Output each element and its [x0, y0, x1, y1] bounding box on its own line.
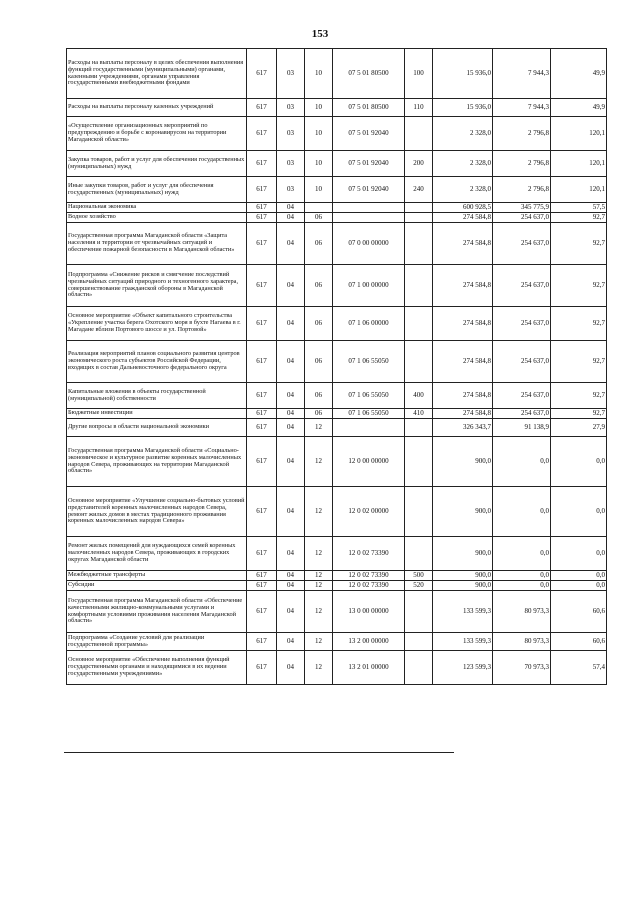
section-code-cell: 04 — [277, 383, 305, 409]
subsection-code-cell: 10 — [305, 151, 333, 177]
ministry-code-cell: 617 — [247, 265, 277, 307]
actual-amount-cell: 254 637,0 — [493, 223, 551, 265]
expense-name-cell: Государственная программа Магаданской области «Социально-экономическое и культурное развитие коренных малочисленных народов Севера, проживающих на территории Магаданской области» — [67, 437, 247, 487]
target-article-cell: 12 0 02 73390 — [333, 571, 405, 581]
actual-amount-cell: 254 637,0 — [493, 409, 551, 419]
percent-cell: 92,7 — [551, 223, 607, 265]
target-article-cell: 12 0 02 00000 — [333, 487, 405, 537]
table-row — [67, 265, 607, 307]
planned-amount-cell: 274 584,8 — [433, 265, 493, 307]
target-article-cell: 07 5 01 80500 — [333, 49, 405, 99]
expense-type-cell — [405, 117, 433, 151]
planned-amount-cell: 133 599,3 — [433, 591, 493, 633]
target-article-cell: 12 0 02 73390 — [333, 537, 405, 571]
percent-cell: 92,7 — [551, 265, 607, 307]
ministry-code-cell: 617 — [247, 341, 277, 383]
actual-amount-cell: 0,0 — [493, 581, 551, 591]
subsection-code-cell: 12 — [305, 581, 333, 591]
section-code-cell: 04 — [277, 213, 305, 223]
expense-name-cell: Реализация мероприятий планов социального развития центров экономического роста субъектов Российской Федерации, входящих в состав Дальневосточного федерального округа — [67, 341, 247, 383]
section-code-cell: 04 — [277, 419, 305, 437]
table-row — [67, 419, 607, 437]
actual-amount-cell: 7 944,3 — [493, 99, 551, 117]
expense-name-cell: Иные закупки товаров, работ и услуг для обеспечения государственных (муниципальных) нужд — [67, 177, 247, 203]
section-code-cell: 04 — [277, 437, 305, 487]
table-row — [67, 581, 607, 591]
table-row — [67, 537, 607, 571]
table-row — [67, 213, 607, 223]
expense-type-cell: 110 — [405, 99, 433, 117]
expense-name-cell: Основное мероприятие «Улучшение социально-бытовых условий представителей коренных малочисленных народов Севера, ремонт жилых домов в местах традиционного проживания коренных малочисленных народов Севера» — [67, 487, 247, 537]
table-row — [67, 487, 607, 537]
ministry-code-cell: 617 — [247, 651, 277, 685]
target-article-cell: 07 1 06 00000 — [333, 307, 405, 341]
section-code-cell: 04 — [277, 571, 305, 581]
expense-type-cell — [405, 307, 433, 341]
ministry-code-cell: 617 — [247, 307, 277, 341]
ministry-code-cell: 617 — [247, 49, 277, 99]
table-row — [67, 99, 607, 117]
ministry-code-cell: 617 — [247, 581, 277, 591]
actual-amount-cell: 0,0 — [493, 437, 551, 487]
actual-amount-cell: 254 637,0 — [493, 341, 551, 383]
target-article-cell: 07 1 00 00000 — [333, 265, 405, 307]
table-row — [67, 49, 607, 99]
expense-name-cell: Бюджетные инвестиции — [67, 409, 247, 419]
actual-amount-cell: 70 973,3 — [493, 651, 551, 685]
expense-name-cell: Государственная программа Магаданской области «Защита населения и территории от чрезвычайных ситуаций и обеспечение пожарной безопасности в Магаданской области» — [67, 223, 247, 265]
section-code-cell: 04 — [277, 651, 305, 685]
expense-name-cell: Основное мероприятие «Объект капитального строительства «Укрепление участка берега Охотского моря в бухте Нагаева в г. Магадане вблизи Портового шоссе и ул. Портовой» — [67, 307, 247, 341]
target-article-cell: 13 0 00 00000 — [333, 591, 405, 633]
planned-amount-cell: 900,0 — [433, 487, 493, 537]
planned-amount-cell: 2 328,0 — [433, 177, 493, 203]
target-article-cell — [333, 419, 405, 437]
percent-cell: 92,7 — [551, 307, 607, 341]
expense-name-cell: Другие вопросы в области национальной экономики — [67, 419, 247, 437]
subsection-code-cell: 06 — [305, 213, 333, 223]
ministry-code-cell: 617 — [247, 223, 277, 265]
planned-amount-cell: 274 584,8 — [433, 409, 493, 419]
percent-cell: 120,1 — [551, 151, 607, 177]
expense-type-cell: 400 — [405, 383, 433, 409]
percent-cell: 92,7 — [551, 341, 607, 383]
ministry-code-cell: 617 — [247, 487, 277, 537]
subsection-code-cell: 10 — [305, 177, 333, 203]
expense-type-cell — [405, 265, 433, 307]
section-code-cell: 04 — [277, 265, 305, 307]
actual-amount-cell: 80 973,3 — [493, 591, 551, 633]
planned-amount-cell: 326 343,7 — [433, 419, 493, 437]
percent-cell: 0,0 — [551, 437, 607, 487]
expense-type-cell — [405, 419, 433, 437]
expense-name-cell: Расходы на выплаты персоналу казенных учреждений — [67, 99, 247, 117]
planned-amount-cell: 900,0 — [433, 581, 493, 591]
expense-type-cell — [405, 633, 433, 651]
budget-table — [66, 48, 607, 685]
ministry-code-cell: 617 — [247, 117, 277, 151]
section-code-cell: 04 — [277, 341, 305, 383]
expense-type-cell: 200 — [405, 151, 433, 177]
percent-cell: 57,5 — [551, 203, 607, 213]
percent-cell: 92,7 — [551, 213, 607, 223]
ministry-code-cell: 617 — [247, 537, 277, 571]
subsection-code-cell: 06 — [305, 341, 333, 383]
percent-cell: 49,9 — [551, 99, 607, 117]
expense-name-cell: Основное мероприятие «Обеспечение выполнения функций государственными органами и находящимися в их ведении государственными учреждениями» — [67, 651, 247, 685]
expense-type-cell — [405, 203, 433, 213]
planned-amount-cell: 2 328,0 — [433, 117, 493, 151]
expense-name-cell: Подпрограмма «Снижение рисков и смягчение последствий чрезвычайных ситуаций природного и техногенного характера, совершенствование гражданской обороны в Магаданской области» — [67, 265, 247, 307]
subsection-code-cell: 10 — [305, 99, 333, 117]
table-row — [67, 571, 607, 581]
target-article-cell: 13 2 00 00000 — [333, 633, 405, 651]
page-number: 153 — [311, 28, 329, 40]
table-row — [67, 437, 607, 487]
target-article-cell: 07 0 00 00000 — [333, 223, 405, 265]
target-article-cell — [333, 203, 405, 213]
bottom-rule — [64, 752, 454, 753]
section-code-cell: 03 — [277, 151, 305, 177]
actual-amount-cell: 2 796,8 — [493, 177, 551, 203]
section-code-cell: 04 — [277, 307, 305, 341]
section-code-cell: 04 — [277, 537, 305, 571]
planned-amount-cell: 133 599,3 — [433, 633, 493, 651]
subsection-code-cell: 06 — [305, 383, 333, 409]
planned-amount-cell: 274 584,8 — [433, 223, 493, 265]
percent-cell: 120,1 — [551, 117, 607, 151]
ministry-code-cell: 617 — [247, 383, 277, 409]
percent-cell: 0,0 — [551, 487, 607, 537]
section-code-cell: 04 — [277, 633, 305, 651]
target-article-cell: 13 2 01 00000 — [333, 651, 405, 685]
target-article-cell: 07 5 01 80500 — [333, 99, 405, 117]
section-code-cell: 03 — [277, 117, 305, 151]
expense-name-cell: «Осуществление организационных мероприятий по предупреждению и борьбе с коронавирусом на территории Магаданской области» — [67, 117, 247, 151]
expense-type-cell — [405, 213, 433, 223]
actual-amount-cell: 345 775,9 — [493, 203, 551, 213]
section-code-cell: 04 — [277, 591, 305, 633]
ministry-code-cell: 617 — [247, 591, 277, 633]
section-code-cell: 04 — [277, 487, 305, 537]
planned-amount-cell: 900,0 — [433, 571, 493, 581]
planned-amount-cell: 123 599,3 — [433, 651, 493, 685]
expense-type-cell — [405, 437, 433, 487]
planned-amount-cell: 900,0 — [433, 537, 493, 571]
section-code-cell: 04 — [277, 203, 305, 213]
subsection-code-cell: 12 — [305, 419, 333, 437]
expense-name-cell: Водное хозяйство — [67, 213, 247, 223]
ministry-code-cell: 617 — [247, 99, 277, 117]
percent-cell: 60,6 — [551, 591, 607, 633]
percent-cell: 0,0 — [551, 581, 607, 591]
actual-amount-cell: 254 637,0 — [493, 265, 551, 307]
expense-type-cell — [405, 223, 433, 265]
table-row — [67, 651, 607, 685]
expense-name-cell: Межбюджетные трансферты — [67, 571, 247, 581]
actual-amount-cell: 0,0 — [493, 487, 551, 537]
actual-amount-cell: 0,0 — [493, 571, 551, 581]
section-code-cell: 03 — [277, 49, 305, 99]
section-code-cell: 04 — [277, 581, 305, 591]
actual-amount-cell: 254 637,0 — [493, 213, 551, 223]
section-code-cell: 04 — [277, 223, 305, 265]
subsection-code-cell: 06 — [305, 307, 333, 341]
table-row — [67, 409, 607, 419]
planned-amount-cell: 274 584,8 — [433, 307, 493, 341]
percent-cell: 120,1 — [551, 177, 607, 203]
actual-amount-cell: 254 637,0 — [493, 307, 551, 341]
ministry-code-cell: 617 — [247, 571, 277, 581]
section-code-cell: 03 — [277, 99, 305, 117]
target-article-cell: 07 1 06 55050 — [333, 341, 405, 383]
section-code-cell: 04 — [277, 409, 305, 419]
expense-type-cell — [405, 591, 433, 633]
percent-cell: 57,4 — [551, 651, 607, 685]
subsection-code-cell: 06 — [305, 223, 333, 265]
ministry-code-cell: 617 — [247, 151, 277, 177]
actual-amount-cell: 254 637,0 — [493, 383, 551, 409]
target-article-cell: 07 5 01 92040 — [333, 151, 405, 177]
subsection-code-cell: 12 — [305, 651, 333, 685]
expense-type-cell — [405, 651, 433, 685]
subsection-code-cell: 12 — [305, 571, 333, 581]
planned-amount-cell: 2 328,0 — [433, 151, 493, 177]
planned-amount-cell: 274 584,8 — [433, 341, 493, 383]
planned-amount-cell: 274 584,8 — [433, 383, 493, 409]
percent-cell: 49,9 — [551, 49, 607, 99]
target-article-cell: 07 1 06 55050 — [333, 409, 405, 419]
planned-amount-cell: 900,0 — [433, 437, 493, 487]
planned-amount-cell: 274 584,8 — [433, 213, 493, 223]
subsection-code-cell: 12 — [305, 437, 333, 487]
expense-type-cell: 520 — [405, 581, 433, 591]
ministry-code-cell: 617 — [247, 437, 277, 487]
planned-amount-cell: 15 936,0 — [433, 99, 493, 117]
table-row — [67, 633, 607, 651]
target-article-cell: 07 5 01 92040 — [333, 117, 405, 151]
expense-name-cell: Расходы на выплаты персоналу в целях обеспечения выполнения функций государственными (муниципальными) органами, казенными учреждениями, органами управления государственными внебюджетными фондами — [67, 49, 247, 99]
table-row — [67, 151, 607, 177]
table-row — [67, 223, 607, 265]
expense-type-cell: 100 — [405, 49, 433, 99]
subsection-code-cell: 12 — [305, 537, 333, 571]
table-row — [67, 307, 607, 341]
table-row — [67, 341, 607, 383]
actual-amount-cell: 91 138,9 — [493, 419, 551, 437]
expense-type-cell — [405, 487, 433, 537]
expense-type-cell — [405, 341, 433, 383]
table-row — [67, 177, 607, 203]
budget-table-body — [67, 49, 607, 685]
expense-type-cell: 240 — [405, 177, 433, 203]
ministry-code-cell: 617 — [247, 203, 277, 213]
target-article-cell: 07 1 06 55050 — [333, 383, 405, 409]
target-article-cell: 12 0 02 73390 — [333, 581, 405, 591]
table-row — [67, 591, 607, 633]
actual-amount-cell: 80 973,3 — [493, 633, 551, 651]
subsection-code-cell: 10 — [305, 117, 333, 151]
expense-name-cell: Национальная экономика — [67, 203, 247, 213]
target-article-cell: 12 0 00 00000 — [333, 437, 405, 487]
actual-amount-cell: 7 944,3 — [493, 49, 551, 99]
subsection-code-cell: 06 — [305, 265, 333, 307]
target-article-cell — [333, 213, 405, 223]
subsection-code-cell — [305, 203, 333, 213]
ministry-code-cell: 617 — [247, 419, 277, 437]
expense-type-cell: 410 — [405, 409, 433, 419]
actual-amount-cell: 0,0 — [493, 537, 551, 571]
percent-cell: 92,7 — [551, 409, 607, 419]
expense-name-cell: Капитальные вложения в объекты государственной (муниципальной) собственности — [67, 383, 247, 409]
table-row — [67, 117, 607, 151]
subsection-code-cell: 06 — [305, 409, 333, 419]
planned-amount-cell: 600 928,5 — [433, 203, 493, 213]
table-row — [67, 203, 607, 213]
expense-type-cell — [405, 537, 433, 571]
table-row — [67, 383, 607, 409]
expense-name-cell: Ремонт жилых помещений для нуждающихся семей коренных малочисленных народов Севера, проживающих в городских округах Магаданской области — [67, 537, 247, 571]
section-code-cell: 03 — [277, 177, 305, 203]
percent-cell: 0,0 — [551, 571, 607, 581]
ministry-code-cell: 617 — [247, 409, 277, 419]
subsection-code-cell: 10 — [305, 49, 333, 99]
percent-cell: 0,0 — [551, 537, 607, 571]
expense-type-cell: 500 — [405, 571, 433, 581]
expense-name-cell: Субсидии — [67, 581, 247, 591]
percent-cell: 27,9 — [551, 419, 607, 437]
planned-amount-cell: 15 936,0 — [433, 49, 493, 99]
subsection-code-cell: 12 — [305, 633, 333, 651]
actual-amount-cell: 2 796,8 — [493, 117, 551, 151]
ministry-code-cell: 617 — [247, 213, 277, 223]
actual-amount-cell: 2 796,8 — [493, 151, 551, 177]
percent-cell: 60,6 — [551, 633, 607, 651]
expense-name-cell: Подпрограмма «Создание условий для реализации государственной программы» — [67, 633, 247, 651]
target-article-cell: 07 5 01 92040 — [333, 177, 405, 203]
subsection-code-cell: 12 — [305, 591, 333, 633]
ministry-code-cell: 617 — [247, 177, 277, 203]
subsection-code-cell: 12 — [305, 487, 333, 537]
ministry-code-cell: 617 — [247, 633, 277, 651]
expense-name-cell: Закупка товаров, работ и услуг для обеспечения государственных (муниципальных) нужд — [67, 151, 247, 177]
expense-name-cell: Государственная программа Магаданской области «Обеспечение качественными жилищно-коммунальными услугами и комфортными условиями проживания населения Магаданской области» — [67, 591, 247, 633]
percent-cell: 92,7 — [551, 383, 607, 409]
